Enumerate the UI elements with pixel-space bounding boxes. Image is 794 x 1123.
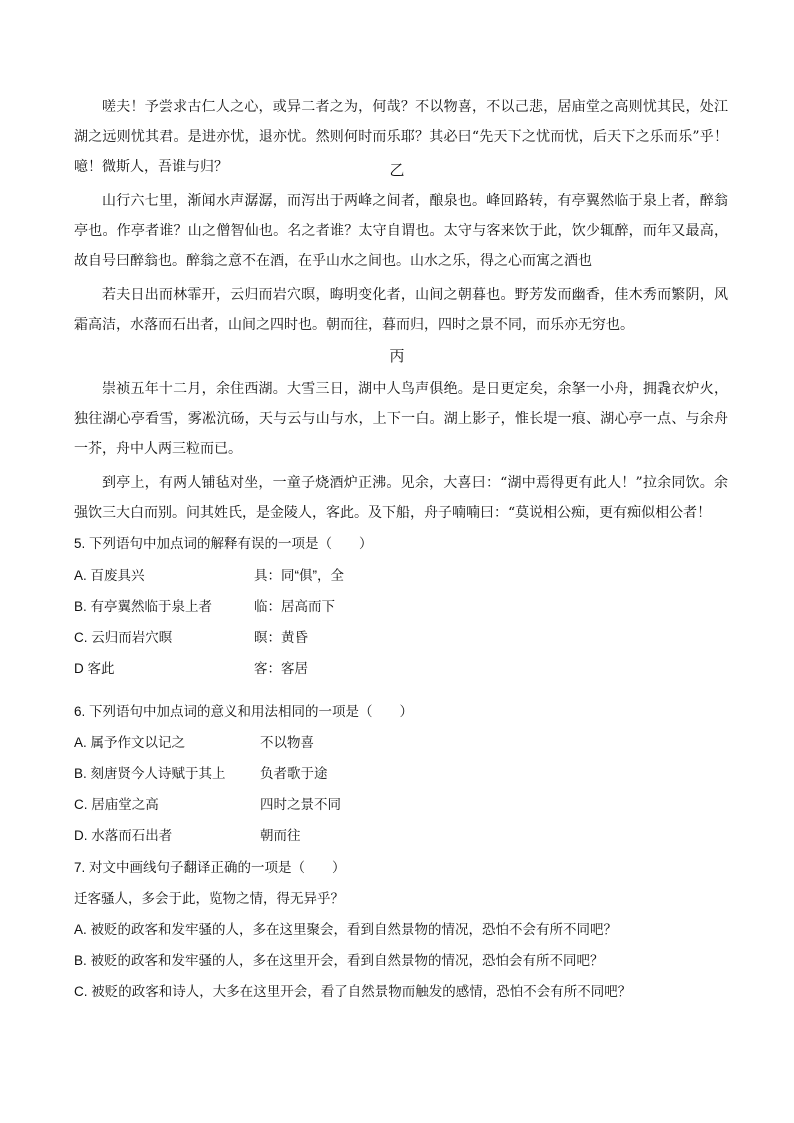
option-text: A. 百废具兴 [74,568,145,583]
passage-bing-heading: 丙 [389,347,405,365]
option-sentence-1: A. 属予作文以记之 [74,735,186,750]
option-sentence-1: D. 水落而石出者 [74,828,173,843]
question-7-option-c[interactable]: C. 被贬的政客和诗人，大多在这里开会，看了自然景物而触发的感情，恐怕不会有所不同吧？ [74,984,632,999]
passage-bing-paragraph-2: 到亭上，有两人铺毡对坐，一童子烧酒炉正沸。见余，大喜曰：“湖中焉得更有此人！”拉余同饮。余强饮三大白而别。问其姓氏，是金陵人，客此。及下船，舟子喃喃曰：“莫说相公痴，更有痴似相公者！ [74,475,728,521]
passage-yi-paragraph-2: 若夫日出而林霏开，云归而岩穴暝，晦明变化者，山间之朝暮也。野芳发而幽香，佳木秀而繁阴，风霜高洁，水落而石出者，山间之四时也。朝而往，暮而归，四时之景不同，而乐亦无穷也。 [74,287,728,333]
option-explanation: 具：同“俱”，全 [254,568,344,583]
option-explanation: 暝：黄昏 [254,630,308,645]
option-text: C. 云归而岩穴暝 [74,630,173,645]
passage-jia-ending: 嗟夫！予尝求古仁人之心，或异二者之为，何哉？不以物喜，不以己悲，居庙堂之高则忧其民，处江湖之远则忧其君。是进亦忧，退亦忧。然则何时而乐耶？其必曰“先天下之忧而忧，后天下之乐而乐”乎！噫！微斯人，吾谁与归？ [74,99,728,175]
option-text: D 客此 [74,661,115,676]
question-7-stem: 7. 对文中画线句子翻译正确的一项是（ ） [74,860,346,875]
passage-yi-paragraph-1: 山行六七里，渐闻水声潺潺，而泻出于两峰之间者，酿泉也。峰回路转，有亭翼然临于泉上者，醉翁亭也。作亭者谁？山之僧智仙也。名之者谁？太守自谓也。太守与客来饮于此，饮少辄醉，而年又最高，故自号曰醉翁也。醉翁之意不在酒，在乎山水之间也。山水之乐，得之心而寓之酒也 [74,193,728,269]
question-7-option-b[interactable]: B. 被贬的政客和发牢骚的人，多在这里开会，看到自然景物的情况，恐怕会有所不同吧？ [74,953,604,968]
option-sentence-1: C. 居庙堂之高 [74,797,159,812]
question-6-stem: 6. 下列语句中加点词的意义和用法相同的一项是（ ） [74,704,414,719]
option-sentence-2: 四时之景不同 [260,797,341,812]
option-sentence-2: 负者歌于途 [260,766,328,781]
question-5-stem: 5. 下列语句中加点词的解释有误的一项是（ ） [74,536,373,551]
option-explanation: 客：客居 [254,661,308,676]
option-explanation: 临：居高而下 [254,599,335,614]
option-sentence-1: B. 刻唐贤今人诗赋于其上 [74,766,226,781]
passage-yi-heading: 乙 [389,161,405,179]
question-7-option-a[interactable]: A. 被贬的政客和发牢骚的人，多在这里聚会，看到自然景物的情况，恐怕不会有所不同吧？ [74,922,618,937]
passage-bing-paragraph-1: 崇祯五年十二月，余住西湖。大雪三日，湖中人鸟声俱绝。是日更定矣，余拏一小舟，拥毳衣炉火，独往湖心亭看雪，雾凇沆砀，天与云与山与水，上下一白。湖上影子，惟长堤一痕、湖心亭一点、与余舟一芥，舟中人两三粒而已。 [74,381,728,457]
option-sentence-2: 朝而往 [260,828,301,843]
option-sentence-2: 不以物喜 [260,735,314,750]
option-text: B. 有亭翼然临于泉上者 [74,599,213,614]
question-7-sentence: 迁客骚人，多会于此，览物之情，得无异乎？ [74,891,344,906]
